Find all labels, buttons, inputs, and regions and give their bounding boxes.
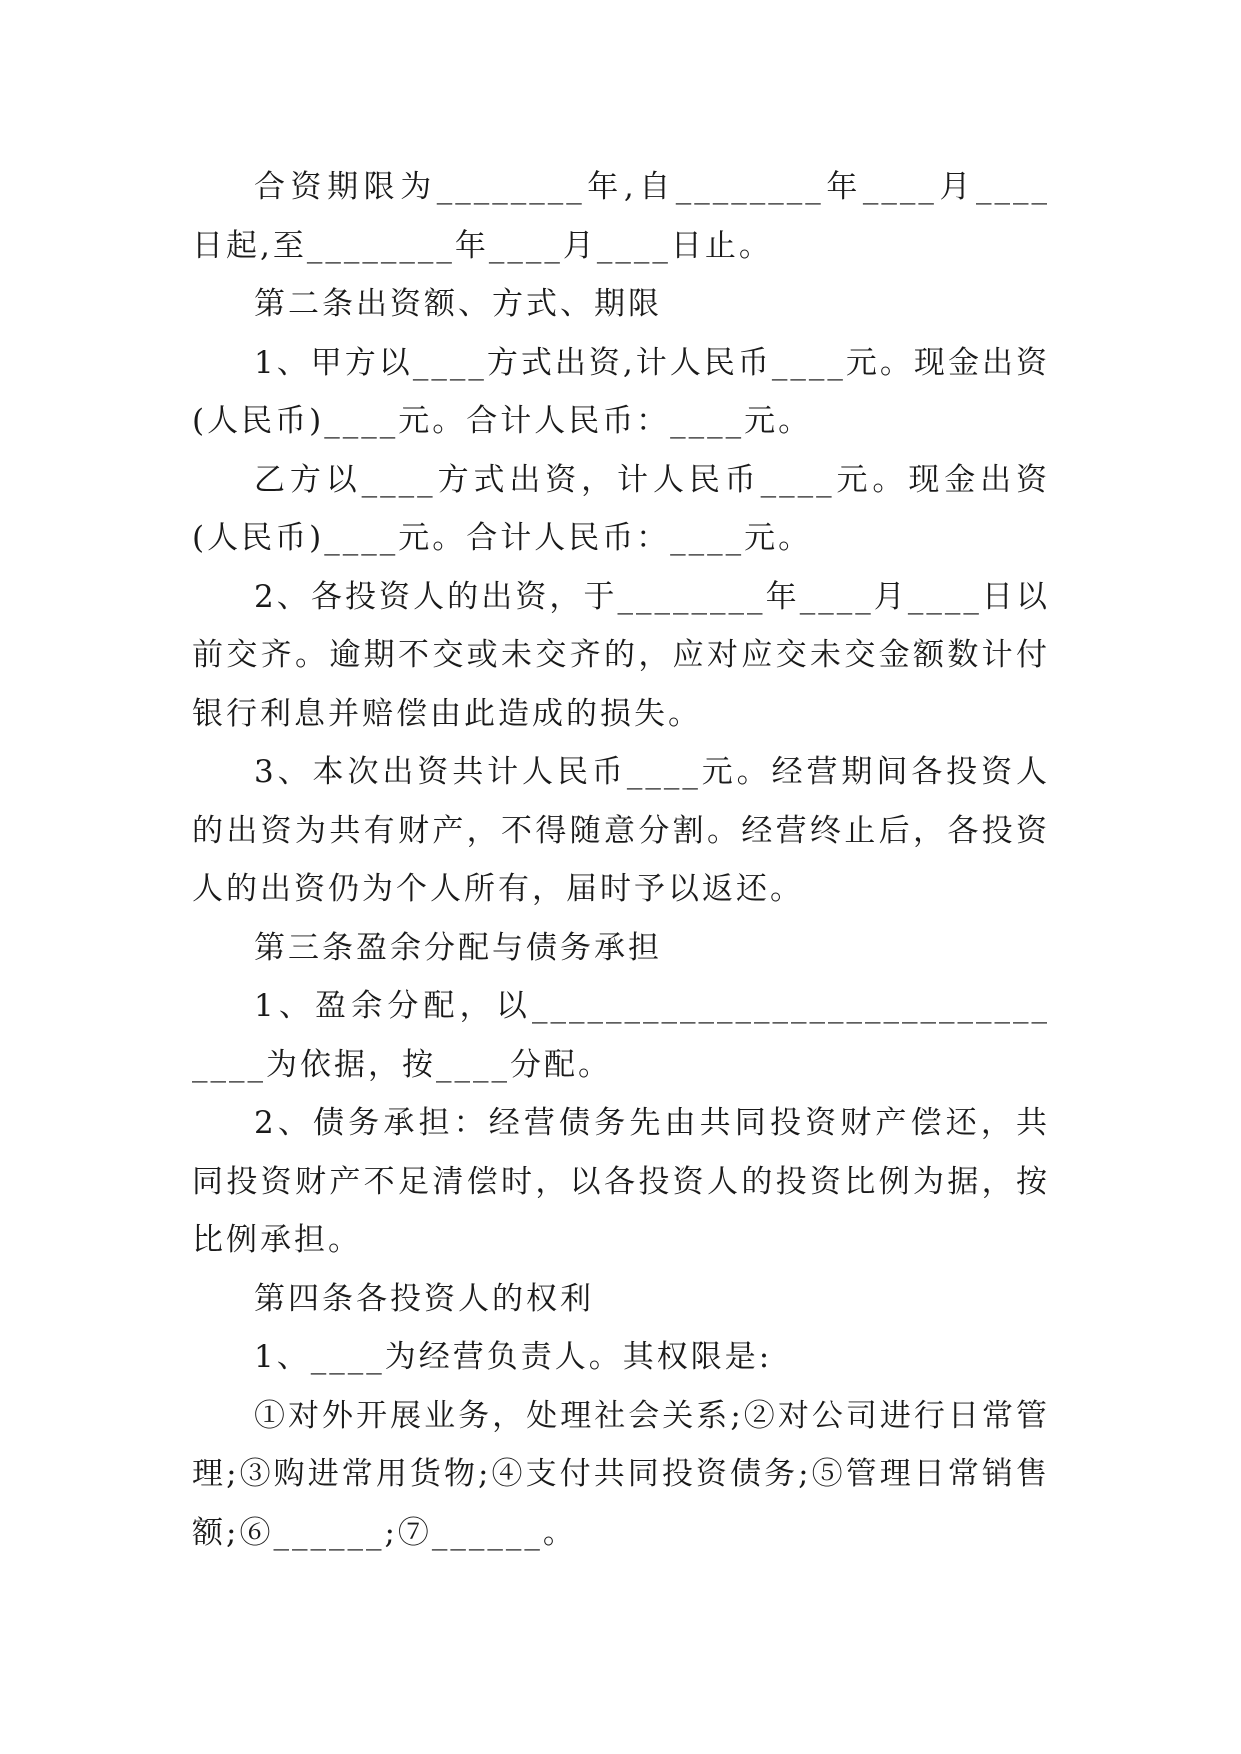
paragraph-contribution-deadline: 2、各投资人的出资，于________年____月____日以前交齐。逾期不交或未交齐的，应对应交未交金额数计付银行利息并赔偿由此造成的损失。 [192, 578, 1050, 732]
paragraph-manager-powers: ①对外开展业务，处理社会关系;②对公司进行日常管理;③购进常用货物;④支付共同投资债务;⑤管理日常销售额;⑥______;⑦______。 [192, 1397, 1050, 1551]
paragraph-total-contribution: 3、本次出资共计人民币____元。经营期间各投资人的出资为共有财产，不得随意分割。经营终止后，各投资人的出资仍为个人所有，届时予以返还。 [192, 754, 1050, 907]
paragraph-party-b-contribution: 乙方以____方式出资，计人民币____元。现金出资(人民币)____元。合计人民币：____元。 [192, 461, 1050, 556]
paragraph-party-a-contribution: 1、甲方以____方式出资,计人民币____元。现金出资(人民币)____元。合计人民币：____元。 [192, 344, 1050, 439]
paragraph-manager: 1、____为经营负责人。其权限是: [254, 1339, 773, 1375]
heading-article-3: 第三条盈余分配与债务承担 [254, 929, 662, 966]
paragraph-term-period: 合资期限为________年,自________年____月____日起,至________年____月____日止。 [192, 169, 1050, 264]
heading-article-4: 第四条各投资人的权利 [254, 1280, 594, 1317]
heading-article-2: 第二条出资额、方式、期限 [254, 286, 662, 322]
document-body [192, 158, 1050, 1562]
paragraph-debt-assumption: 2、债务承担：经营债务先由共同投资财产偿还，共同投资财产不足清偿时，以各投资人的投资比例为据，按比例承担。 [192, 1105, 1050, 1258]
paragraph-profit-distribution: 1、盈余分配，以________________________________为依据，按____分配。 [192, 988, 1050, 1083]
